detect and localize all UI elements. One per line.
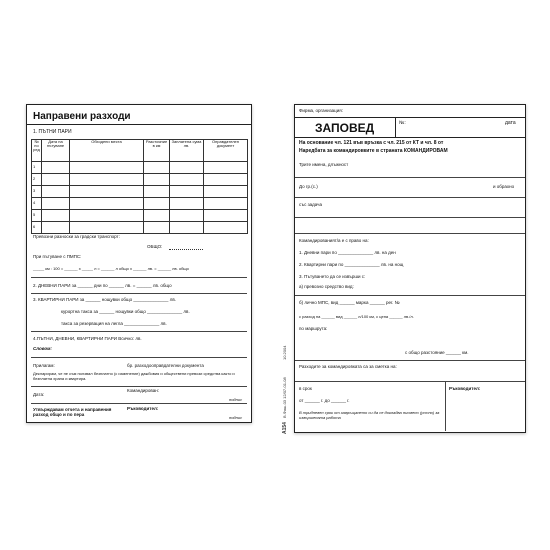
documents-count-label: бр. разходооправдателни документа [127, 363, 204, 368]
table-cell[interactable] [144, 222, 170, 234]
fuel-calc-line: _____ км : 100 = ______ х _____ л = ______ л общо х ______ лв. = ______ лв. общо [33, 266, 189, 271]
expense-report-title: Направени разходи [33, 111, 131, 122]
table-cell[interactable] [204, 198, 248, 210]
print-date: 10.2004 [282, 345, 287, 360]
section-travel-money: 1. ПЪТНИ ПАРИ [33, 129, 72, 135]
order-manager-label: Ръководител: [449, 386, 481, 391]
table-cell[interactable] [70, 210, 144, 222]
total-distance-line: с общо разстояние ______ км. [405, 350, 469, 355]
divider [295, 381, 525, 382]
order-title: ЗАПОВЕД [315, 121, 375, 135]
table-cell[interactable] [204, 210, 248, 222]
divider [31, 357, 247, 358]
row-number: 6 [32, 222, 42, 234]
fuel-consumption-line: с разход на ______ вид ______ л/100 км, с цена ______ лв./л. [299, 314, 414, 319]
title-divider [27, 124, 251, 125]
col-header-paid: Заплатена сума лв. [170, 140, 204, 162]
table-cell[interactable] [70, 198, 144, 210]
divider [295, 177, 525, 178]
table-cell[interactable] [204, 162, 248, 174]
table-cell[interactable] [70, 162, 144, 174]
table-cell[interactable] [42, 174, 70, 186]
table-cell[interactable] [204, 186, 248, 198]
names-position-label: Трите имена, длъжност [299, 162, 349, 167]
divider [295, 360, 525, 361]
resort-tax-line: курортна такса за ______ нощувки общо ______________ лв. [61, 309, 190, 314]
total-sum-line: 4.ПЪТНИ, ДНЕВНИ, КВАРТИРНИ ПАРИ Всичко: лв. [33, 336, 142, 341]
table-cell[interactable] [170, 162, 204, 174]
manager-signature-label: подпис [229, 415, 243, 420]
table-row[interactable] [32, 162, 248, 174]
entitled-label: Командированият/а е с право на: [299, 238, 369, 243]
table-row[interactable] [32, 222, 248, 234]
divider [31, 277, 247, 278]
private-car-label: При пътуване с ПМПС: [33, 254, 82, 259]
table-cell[interactable] [70, 186, 144, 198]
housing-allowance-line: 2. Квартирни пари по ______________ лв. на нощ [299, 262, 404, 267]
trip-table-header-row [32, 140, 248, 162]
report-date-label: Дата: [33, 392, 45, 397]
divider [295, 217, 525, 218]
destination-label: До гр.(с.) [299, 184, 318, 189]
table-cell[interactable] [42, 222, 70, 234]
col-header-distance: Разстояние в км [144, 140, 170, 162]
commanded-label: Командирован: [127, 388, 159, 393]
table-cell[interactable] [42, 162, 70, 174]
term-label: в срок [299, 386, 312, 391]
table-cell[interactable] [170, 198, 204, 210]
divider [295, 197, 525, 198]
divider [295, 233, 525, 234]
col-header-places: Обходени места [70, 140, 144, 162]
and-back-label: и обраxно [493, 184, 515, 189]
legal-basis-line-2: Наредбата за командировките в страната КОМАНДИРОВАМ [299, 148, 448, 154]
table-cell[interactable] [42, 186, 70, 198]
route-label: по маршрута: [299, 326, 328, 331]
order-number-label: №: [399, 120, 406, 126]
table-cell[interactable] [70, 174, 144, 186]
daily-money-line: 2. ДНЕВНИ ПАРИ за ______ дни по ______ лв. = ______ лв. общо [33, 283, 172, 288]
reservation-tax-line: такса за резервация на легла ______________ лв. [61, 321, 167, 326]
table-cell[interactable] [170, 186, 204, 198]
divider [295, 137, 525, 138]
vehicle-type-label: а) превозно средство вид: [299, 284, 354, 289]
daily-allowance-line: 1. Дневни пари по ______________ лв. на ден [299, 250, 396, 255]
divider [395, 117, 396, 137]
divider [445, 381, 446, 431]
order-date-label: дата [505, 120, 516, 126]
transport-total-label: ОБЩО: [147, 244, 163, 249]
table-cell[interactable] [70, 222, 144, 234]
table-cell[interactable] [144, 198, 170, 210]
housing-money-line: 3. КВАРТИРНИ ПАРИ за ______ нощувки общо ______________ лв. [33, 297, 176, 302]
col-header-no: № по ред [32, 140, 42, 162]
col-header-document: Оправдателен документ [204, 140, 248, 162]
row-number: 2 [32, 174, 42, 186]
divider [295, 117, 525, 118]
report-manager-label: Ръководител: [127, 406, 159, 411]
table-cell[interactable] [144, 174, 170, 186]
report-note: В тридневен срок от завръщането си да се докладва писмено (устно) за извършената работа [299, 410, 440, 420]
table-cell[interactable] [204, 174, 248, 186]
row-number: 3 [32, 186, 42, 198]
transport-total-field[interactable] [169, 249, 203, 250]
travel-mode-label: 3. Пътуването да се извърши с: [299, 274, 366, 279]
col-header-date: Дата на пътуване [42, 140, 70, 162]
table-cell[interactable] [170, 174, 204, 186]
task-label: със задача [299, 202, 323, 207]
table-cell[interactable] [144, 210, 170, 222]
declaration-text: Декларирам, че не съм ползвал безплатно (с изменение) дажбовия и обществени превози средства както и безплатна храна и квартира. [33, 371, 235, 381]
employee-signature-label: подпис [229, 397, 243, 402]
in-words-label: Словом: [33, 346, 52, 351]
period-from-to-line: от ______ г. до ______ г. [299, 398, 350, 403]
expenses-payer-label: Разходите за командировката са за сметка на: [299, 364, 397, 369]
expense-report-sheet [26, 104, 252, 423]
divider [31, 386, 247, 387]
transport-cost-label: Превозни разноски за градски транспорт: [33, 234, 120, 239]
divider [295, 295, 525, 296]
approve-report-label: Утвърждавам отчета и направения разход общо и по пера [33, 407, 112, 418]
table-row[interactable] [32, 198, 248, 210]
table-cell[interactable] [144, 186, 170, 198]
table-row[interactable] [32, 210, 248, 222]
divider [31, 403, 247, 404]
legal-basis-line-1: На основание чл. 121 във връзка с чл. 215 от КТ и чл. 8 от [299, 140, 444, 146]
table-cell[interactable] [170, 222, 204, 234]
table-cell[interactable] [42, 198, 70, 210]
table-cell[interactable] [204, 222, 248, 234]
business-trip-order-sheet [294, 104, 526, 433]
table-cell[interactable] [144, 162, 170, 174]
printer-code: В.Фаш-03 12/07-01-08 [282, 377, 287, 418]
attached-label: Прилагам: [33, 363, 55, 368]
firm-label: Фирма, организация: [299, 108, 343, 113]
trip-table [31, 139, 248, 234]
table-row[interactable] [32, 186, 248, 198]
row-number: 1 [32, 162, 42, 174]
form-code: А154 [282, 422, 288, 434]
table-cell[interactable] [42, 210, 70, 222]
row-number: 4 [32, 198, 42, 210]
row-number: 5 [32, 210, 42, 222]
table-row[interactable] [32, 174, 248, 186]
table-cell[interactable] [170, 210, 204, 222]
divider [31, 331, 247, 332]
divider [31, 293, 247, 294]
own-car-line: б) личнo МПС, вид ______ марка ______ рег. № [299, 300, 400, 305]
